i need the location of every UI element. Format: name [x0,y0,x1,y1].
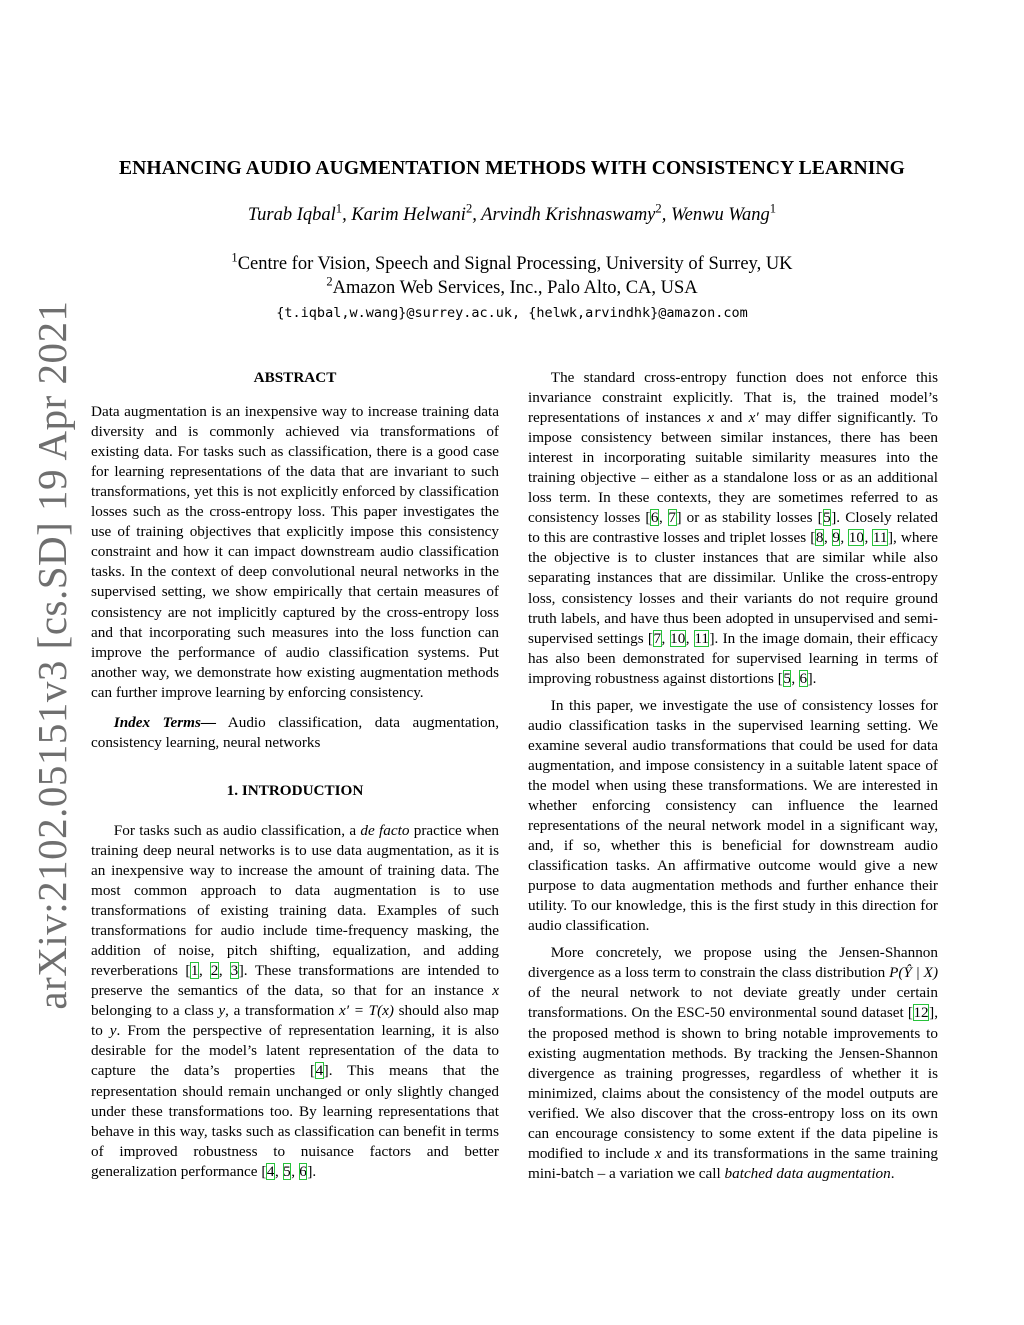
author-name: Karim Helwani [351,205,466,225]
abstract-heading: ABSTRACT [253,369,337,386]
citation-link[interactable]: 1 [190,962,199,980]
paper-title: ENHANCING AUDIO AUGMENTATION METHODS WITH CONSISTENCY LEARNING [118,158,906,179]
intro-paragraph: For tasks such as audio classification, a de facto practice when training deep neural networks is to use data augmentation, as it is an inexpensive way to increase the amount of training data. The most common approach to data augmentation is to use transformations of existing training data. Examples of such transformations for audio include time-frequency masking, the addition of noise, pitch shifting, equalization, and adding reverberations [1, 2, 3]. These transformations are intended to preserve the semantics of the data, so that for an instance x belonging to a class y, a transformation x′ = T(x) should also map to y. From the perspective of representation learning, it is also desirable for the model’s latent representation of the data to capture the data’s properties [4]. This means that the representation should remain unchanged or only slightly changed under these transformations too. By learning representations that behave in this way, tasks such as classification can benefit in terms of improved robustness to nuisance factors and better generalization performance [4, 5, 6]. [91,821,500,1180]
affiliation-line [0,250,1024,275]
citation-link[interactable]: 5 [283,1162,291,1180]
citation-link[interactable]: 11 [694,629,709,647]
citation-link[interactable]: 6 [299,1162,307,1180]
math-symbol: x′ [748,409,759,427]
citation-link[interactable]: 7 [668,509,676,527]
citation-link[interactable]: 9 [832,529,840,547]
citation-link[interactable]: 7 [653,629,662,647]
index-terms-list: Audio classification, data augmentation, consistency learning, neural networks [91,713,499,751]
citation-link[interactable]: 5 [783,669,791,687]
body-paragraph: In this paper, we investigate the use of consistency losses for audio classification tasks in the supervised learning setting. We examine several audio transformations that could be used for data augmentation, and impose consistency in a suitable latent space of the model when using these transformations. We are interested in whether enforcing consistency can influence the learned representations of the neural network model in a significant way, and, if so, whether this is beneficial for downstream audio classification tasks. An affirmative outcome would give a new purpose to data augmentation methods and further enhance their utility. To our knowledge, this is the first study in this direction for audio classification. [528,696,938,935]
author-affiliation-mark: 1 [335,201,343,216]
math-symbol: y [109,1022,117,1040]
citation-link[interactable]: 10 [670,629,686,647]
math-symbol: x [707,409,715,427]
author-emails: {t.iqbal,w.wang}@surrey.ac.uk, {helwk,arvindhk}@amazon.com [276,305,748,321]
introduction-heading: 1. INTRODUCTION [226,781,364,799]
affiliation-mark: 2 [326,274,333,289]
index-terms [91,713,499,753]
author-name: Turab Iqbal [247,205,336,225]
citation-link[interactable]: 5 [823,509,831,527]
math-symbol: x [492,982,499,1000]
citation-link[interactable]: 4 [266,1162,275,1180]
abstract-text: Data augmentation is an inexpensive way to increase training data diversity and is commonly achieved via transformations of existing data. For tasks such as classification, there is a good case for learning representations of the data that are invariant to such transformations, yet this is not explicitly enforced by classification losses such as the cross-entropy loss. This paper investigates the use of training objectives that explicitly impose this consistency constraint and how it can impact downstream audio classification tasks. In the context of deep convolutional neural networks in the supervised setting, we show empirically that certain measures of consistency are not implicitly captured by the cross-entropy loss and that incorporating such measures into the loss function can improve the performance of audio classification systems. Put another way, we demonstrate how existing augmentation methods can further improve learning by enforcing consistency. [91,403,499,701]
author-affiliation-mark: 1 [769,201,777,216]
citation-link[interactable]: 12 [913,1004,929,1022]
author-name: Arvindh Krishnaswamy [481,205,656,225]
body-paragraph: More concretely, we propose using the Jensen-Shannon divergence as a loss term to constrain the class distribution P(Ŷ | X) of the neural network to not deviate greatly under certain transformations. On the ESC-50 environmental sound dataset [12], the proposed method is shown to bring notable improvements to existing augmentation methods. By tracking the Jensen-Shannon divergence as training progresses, regardless of whether it is minimized, claims about the consistency of the model outputs are verified. We also discover that the cross-entropy loss on its own can encourage consistency to some extent if the data pipeline is modified to include x and its transformations in the same training mini-batch – a variation we call batched data augmentation. [528,944,939,1182]
citation-link[interactable]: 4 [315,1062,324,1080]
arxiv-identifier-stamp: arXiv:2102.05151v3 [cs.SD] 19 Apr 2021 [29,300,75,1010]
citation-link[interactable]: 11 [872,529,888,547]
author-list: Turab Iqbal$^1$, Karim Helwani$^2$, Arvindh Krishnaswamy$^2$, Wenwu Wang$^1$ [247,201,777,225]
math-expression: P(Ŷ | X) [889,964,939,982]
affiliation-mark: 1 [231,250,238,265]
affiliation-text: Amazon Web Services, Inc., Palo Alto, CA, USA [332,278,698,298]
citation-link[interactable]: 6 [650,509,659,527]
author-affiliation-mark: 2 [655,201,662,216]
citation-link[interactable]: 6 [799,669,808,687]
author-name: Wenwu Wang [670,205,770,225]
index-terms-label: Index Terms— [113,713,217,731]
math-expression: x′ = T(x) [339,1002,394,1020]
right-column [528,368,938,1184]
body-paragraph: The standard cross-entropy function does not enforce this invariance constraint explicitly. That is, the trained model’s representations of instances x and x′ may differ significantly. To impose consistency between similar instances, there has been interest in incorporating suitable similarity measures into the training objective – either as a standalone loss or as an additional loss term. In these contexts, they are sometimes referred to as consistency losses [6, 7] or as stability losses [5]. Closely related to this are contrastive losses and triplet losses [8, 9, 10, 11], where the objective is to cluster instances that are similar while also separating instances that are dissimilar. Unlike the cross-entropy loss, consistency losses and their variants do not require ground truth labels, and have thus been adopted in unsupervised and semi-supervised settings [7, 10, 11]. In the image domain, their efficacy has also been demonstrated for supervised learning in terms of improving robustness against distortions [5, 6]. [528,369,939,687]
citation-link[interactable]: 10 [848,529,864,547]
affiliation-line [0,274,1024,299]
affiliation-text: Centre for Vision, Speech and Signal Processing, University of Surrey, UK [237,254,793,274]
author-affiliation-mark: 2 [465,201,473,216]
math-symbol: y [218,1002,226,1020]
math-symbol: x [654,1144,662,1162]
left-column [91,368,499,1182]
citation-link[interactable]: 3 [230,962,239,980]
citation-link[interactable]: 8 [815,529,824,547]
citation-link[interactable]: 2 [210,962,219,980]
